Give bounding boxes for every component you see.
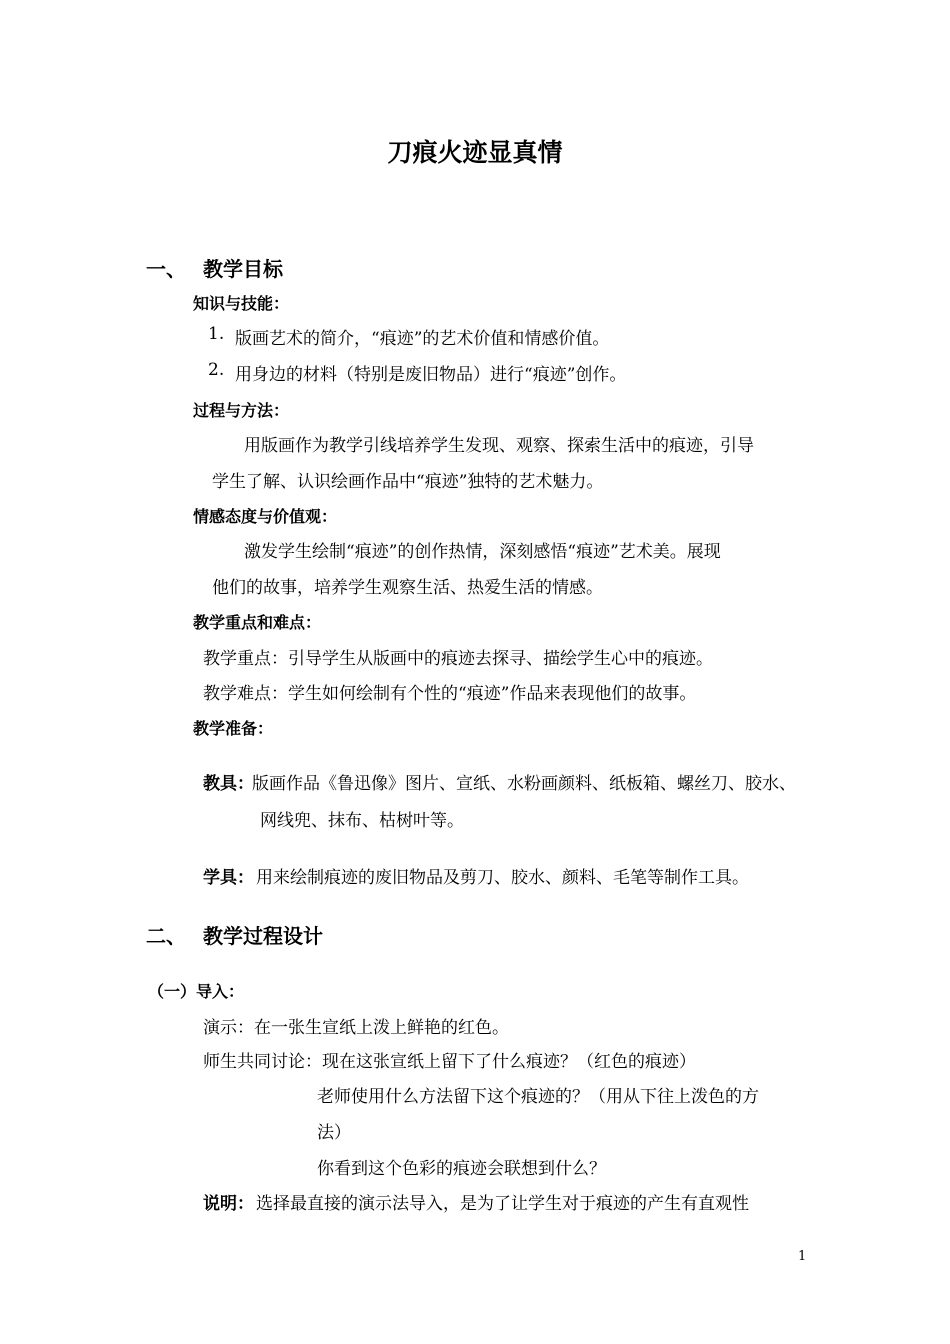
section-1-number: 一、 (146, 257, 186, 281)
intro-label: （一）导入： (148, 982, 245, 1001)
knowledge-item-2-text: 用身边的材料（特别是废旧物品）进行“痕迹”创作。 (235, 365, 627, 385)
section-1-heading: 教学目标 (203, 257, 283, 281)
knowledge-item-2-number: 2. (208, 360, 225, 380)
teaching-tools-line-1: 版画作品《鲁迅像》图片、宣纸、水粉画颜料、纸板箱、螺丝刀、胶水、 (252, 774, 796, 794)
intro-note-label: 说明： (203, 1194, 254, 1214)
section-2-heading: 教学过程设计 (203, 924, 323, 948)
student-tools-label: 学具： (203, 868, 254, 888)
teaching-tools-label: 教具： (203, 774, 254, 794)
intro-question-2-line-2: 法） (317, 1123, 351, 1143)
page-number: 1 (798, 1249, 807, 1264)
process-label: 过程与方法： (193, 401, 290, 420)
section-2-number: 二、 (146, 924, 186, 948)
knowledge-item-1-text: 版画艺术的简介，“痕迹”的艺术价值和情感价值。 (235, 329, 610, 349)
emotion-line-1: 激发学生绘制“痕迹”的创作热情，深刻感悟“痕迹”艺术美。展现 (244, 542, 721, 562)
process-line-2: 学生了解、认识绘画作品中“痕迹”独特的艺术魅力。 (212, 472, 604, 492)
teaching-tools-line-2: 网线兜、抹布、枯树叶等。 (260, 811, 464, 831)
intro-discussion: 师生共同讨论：现在这张宣纸上留下了什么痕迹？（红色的痕迹） (203, 1052, 696, 1072)
keypoints-line-1: 教学重点：引导学生从版画中的痕迹去探寻、描绘学生心中的痕迹。 (203, 649, 713, 669)
process-line-1: 用版画作为教学引线培养学生发现、观察、探索生活中的痕迹，引导 (244, 436, 754, 456)
intro-note-text: 选择最直接的演示法导入，是为了让学生对于痕迹的产生有直观性 (256, 1194, 749, 1214)
knowledge-label: 知识与技能： (193, 294, 290, 313)
intro-question-2-line-1: 老师使用什么方法留下这个痕迹的？（用从下往上泼色的方 (317, 1087, 759, 1107)
emotion-label: 情感态度与价值观： (193, 507, 338, 526)
intro-question-3: 你看到这个色彩的痕迹会联想到什么？ (317, 1159, 606, 1179)
student-tools-text: 用来绘制痕迹的废旧物品及剪刀、胶水、颜料、毛笔等制作工具。 (256, 868, 749, 888)
document-title: 刀痕火迹显真情 (387, 138, 563, 167)
intro-demo: 演示：在一张生宣纸上泼上鲜艳的红色。 (203, 1018, 509, 1038)
prep-label: 教学准备： (193, 719, 274, 738)
keypoints-label: 教学重点和难点： (193, 613, 322, 632)
knowledge-item-1-number: 1. (208, 324, 225, 344)
keypoints-line-2: 教学难点：学生如何绘制有个性的“痕迹”作品来表现他们的故事。 (203, 684, 697, 704)
emotion-line-2: 他们的故事，培养学生观察生活、热爱生活的情感。 (212, 578, 603, 598)
